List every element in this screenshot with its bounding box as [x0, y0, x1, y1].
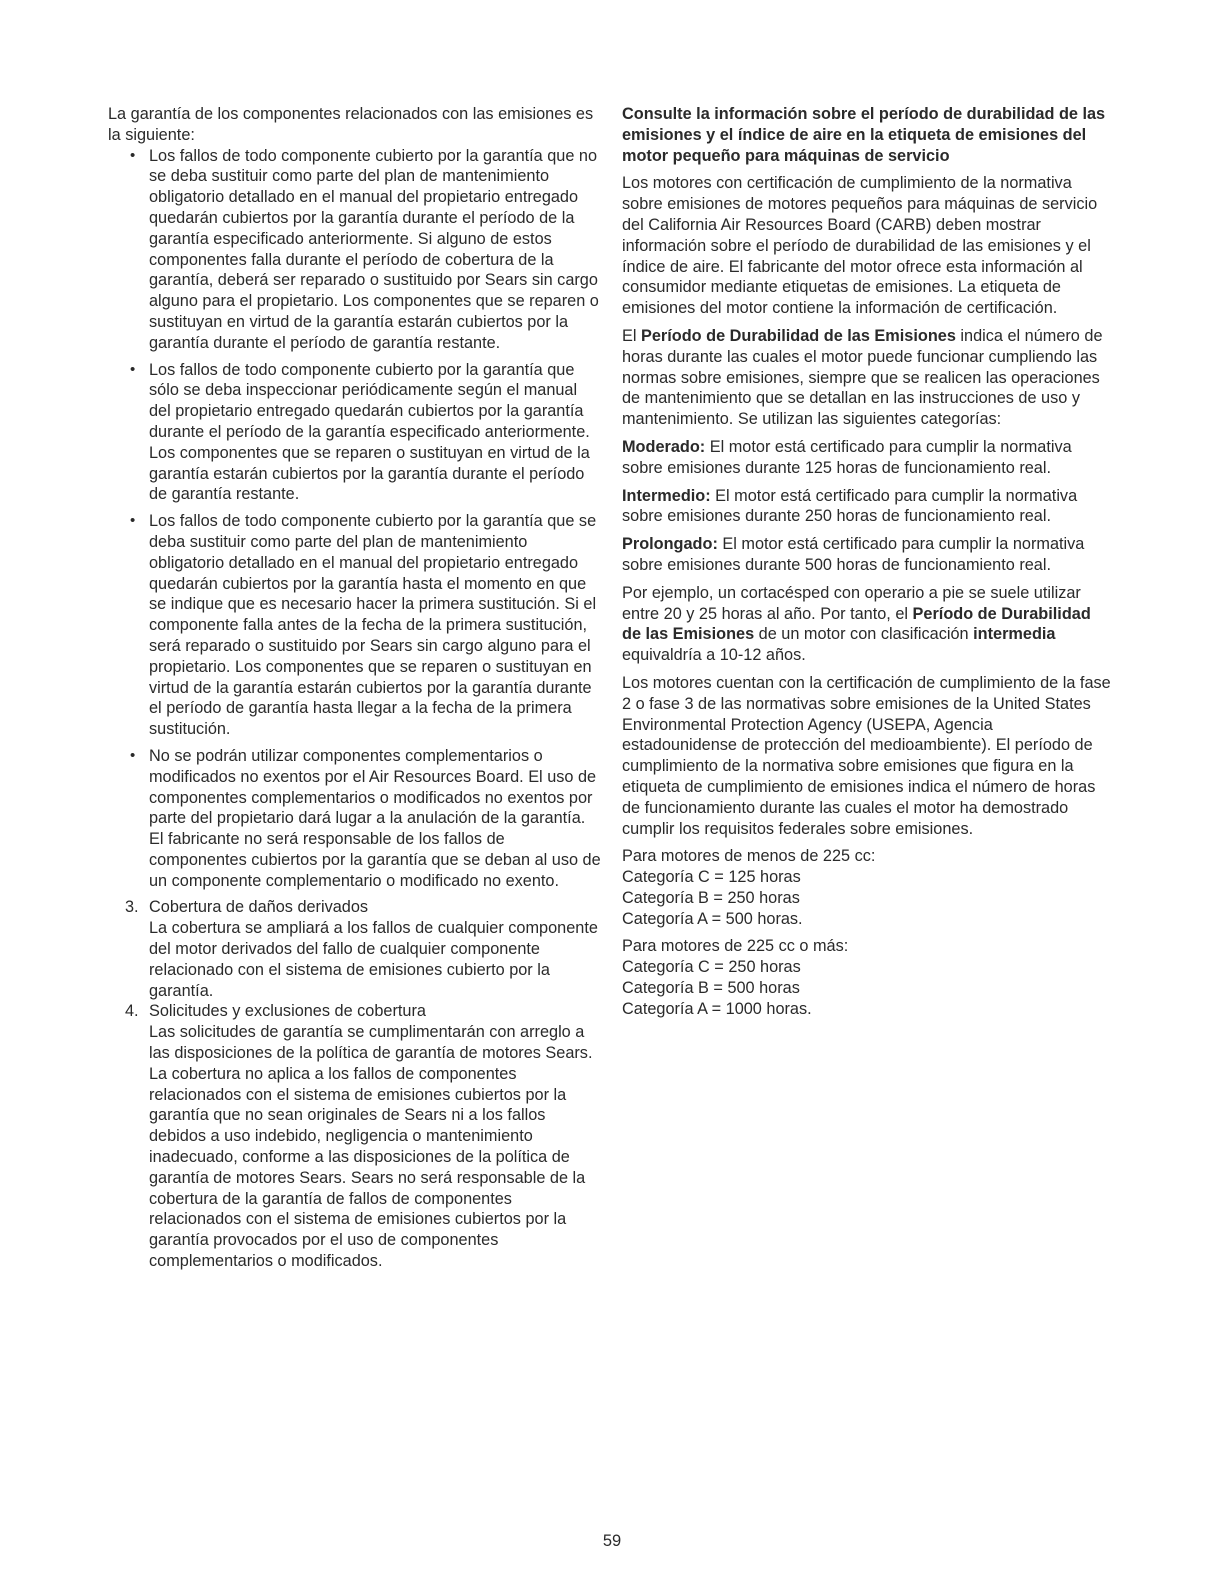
- left-column: [108, 104, 603, 1272]
- section-4-title-text: Solicitudes y exclusiones de cobertura: [149, 1002, 426, 1021]
- right-column: [622, 104, 1112, 1027]
- list-item: Categoría B = 250 horas: [622, 888, 800, 907]
- over-225-list: [622, 936, 1112, 1019]
- warranty-bullet-list: [108, 146, 603, 892]
- category-intermedio: [622, 486, 1112, 528]
- category-prolongado: [622, 534, 1112, 576]
- list-item: • Los fallos de todo componente cubierto por la garantía que se deba sustituir como parte del plan de mantenimiento obligatorio detallado en el manual del propietario entregado quedarán cubiertos por la garantía hasta el momento en que se indique que es necesario hacer la primera sustitución. Si el componente falla antes de la fecha de la primera sustitución, será reparado o sustituido por Sears sin cargo alguno para el propietario. Los componentes que se reparen o sustituyan en virtud de la garantía estarán cubiertos por la garantía durante el período de garantía hasta llegar a la fecha de la primera sustitución.: [108, 511, 603, 740]
- example-paragraph: [622, 583, 1112, 666]
- moderado-label: Moderado:: [622, 437, 706, 456]
- durability-pre: El: [622, 326, 642, 345]
- durability-post: indica el número de horas durante las cuales el motor puede funcionar cumpliendo las normas sobre emisiones, siempre que se realicen las operaciones de mantenimiento que se detallan en las instrucciones de uso y mantenimiento. Se utilizan las siguientes categorías:: [622, 326, 1103, 429]
- intermedio-text: El motor está certificado para cumplir la normativa sobre emisiones durante 250 horas de funcionamiento real.: [622, 486, 1078, 526]
- carb-paragraph: Los motores con certificación de cumplimiento de la normativa sobre emisiones de motores pequeños para máquinas de servicio del California Air Resources Board (CARB) deben mostrar información sobre el período de durabilidad de las emisiones y el índice de aire. El fabricante del motor ofrece esta información al consumidor mediante etiquetas de emisiones. La etiqueta de emisiones del motor contiene la información de certificación.: [622, 174, 1098, 318]
- section-3-body: La cobertura se ampliará a los fallos de cualquier componente del motor derivados del fallo de cualquier componente relacionado con el sistema de emisiones cubierto por la garantía.: [149, 919, 598, 1000]
- under-225-title: Para motores de menos de 225 cc:: [622, 847, 876, 866]
- section-heading: Consulte la información sobre el período de durabilidad de las emisiones y el índice de aire en la etiqueta de emisiones del motor pequeño para máquinas de servicio: [622, 105, 1106, 165]
- intermedio-label: Intermedio:: [622, 486, 711, 505]
- section-4-body: Las solicitudes de garantía se cumplimentarán con arreglo a las disposiciones de la política de garantía de motores Sears. La cobertura no aplica a los fallos de componentes relacionados con el sistema de emisiones cubiertos por la garantía que no sean originales de Sears ni a los fallos debidos a uso indebido, negligencia o mantenimiento inadecuado, conforme a las disposiciones de la política de garantía de motores Sears. Sears no será responsable de la cobertura de la garantía de fallos de componentes relacionados con el sistema de emisiones cubiertos por la garantía provocados por el uso de componentes complementarios o modificados.: [149, 1023, 593, 1271]
- durability-paragraph: [622, 326, 1112, 430]
- list-item: Categoría A = 1000 horas.: [622, 999, 812, 1018]
- under-225-list: [622, 846, 1112, 929]
- list-item: Categoría C = 125 horas: [622, 868, 801, 887]
- list-item: Categoría C = 250 horas: [622, 958, 801, 977]
- example-term: Período de Durabilidad de las Emisiones: [622, 604, 1091, 644]
- list-item: • Los fallos de todo componente cubierto por la garantía que no se deba sustituir como parte del plan de mantenimiento obligatorio detallado en el manual del propietario entregado quedarán cubiertos por la garantía durante el período de la garantía especificado anteriormente. Si alguno de estos componentes falla durante el período de cobertura de la garantía, deberá ser reparado o sustituido por Sears sin cargo alguno para el propietario. Los componentes que se reparen o sustituyan en virtud de la garantía estarán cubiertos por la garantía durante el período de garantía restante.: [108, 146, 603, 354]
- list-item: Categoría A = 500 horas.: [622, 909, 803, 928]
- page-number: 59: [602, 1532, 622, 1550]
- section-3-number: 3.: [125, 898, 139, 917]
- section-3-title: [108, 897, 603, 918]
- prolongado-text: El motor está certificado para cumplir la normativa sobre emisiones durante 500 horas de funcionamiento real.: [622, 535, 1085, 574]
- category-moderado: [622, 437, 1112, 479]
- over-225-title: Para motores de 225 cc o más:: [622, 937, 849, 956]
- list-item: • Los fallos de todo componente cubierto por la garantía que sólo se deba inspeccionar periódicamente según el manual del propietario entregado quedarán cubiertos por la garantía durante el período de la garantía especificado anteriormente. Los componentes que se reparen o sustituyan en virtud de la garantía estarán cubiertos por la garantía durante el período de garantía restante.: [108, 360, 603, 506]
- example-intermedia: intermedia: [973, 625, 1056, 644]
- example-mid: de un motor con clasificación: [754, 625, 974, 644]
- prolongado-label: Prolongado:: [622, 535, 718, 554]
- example-post: equivaldría a 10-12 años.: [622, 646, 806, 665]
- section-4-number: 4.: [125, 1002, 139, 1021]
- durability-term: Período de Durabilidad de las Emisiones: [641, 326, 956, 345]
- moderado-text: El motor está certificado para cumplir la normativa sobre emisiones durante 125 horas de funcionamiento real.: [622, 437, 1072, 477]
- section-4-title: [108, 1001, 603, 1022]
- list-item: • No se podrán utilizar componentes complementarios o modificados no exentos por el Air Resources Board. El uso de componentes complementarios o modificados no exentos por parte del propietario dará lugar a la anulación de la garantía. El fabricante no será responsable de los fallos de componentes cubiertos por la garantía que se deban al uso de un componente complementario o modificado no exento.: [108, 746, 603, 892]
- list-item: Categoría B = 500 horas: [622, 979, 800, 998]
- example-pre: Por ejemplo, un cortacésped con operario a pie se suele utilizar entre 20 y 25 horas al año. Por tanto, el: [622, 583, 1081, 623]
- usepa-paragraph: Los motores cuentan con la certificación de cumplimiento de la fase 2 o fase 3 de las normativas sobre emisiones de la United States Environmental Protection Agency (USEPA, Agencia estadounidense de protección del medioambiente). El período de cumplimiento de la normativa sobre emisiones que figura en la etiqueta de cumplimiento de emisiones indica el número de horas de funcionamiento durante las cuales el motor ha demostrado cumplir los requisitos federales sobre emisiones.: [622, 673, 1111, 838]
- section-3-title-text: Cobertura de daños derivados: [149, 898, 369, 917]
- intro-text: La garantía de los componentes relacionados con las emisiones es la siguiente:: [108, 105, 594, 144]
